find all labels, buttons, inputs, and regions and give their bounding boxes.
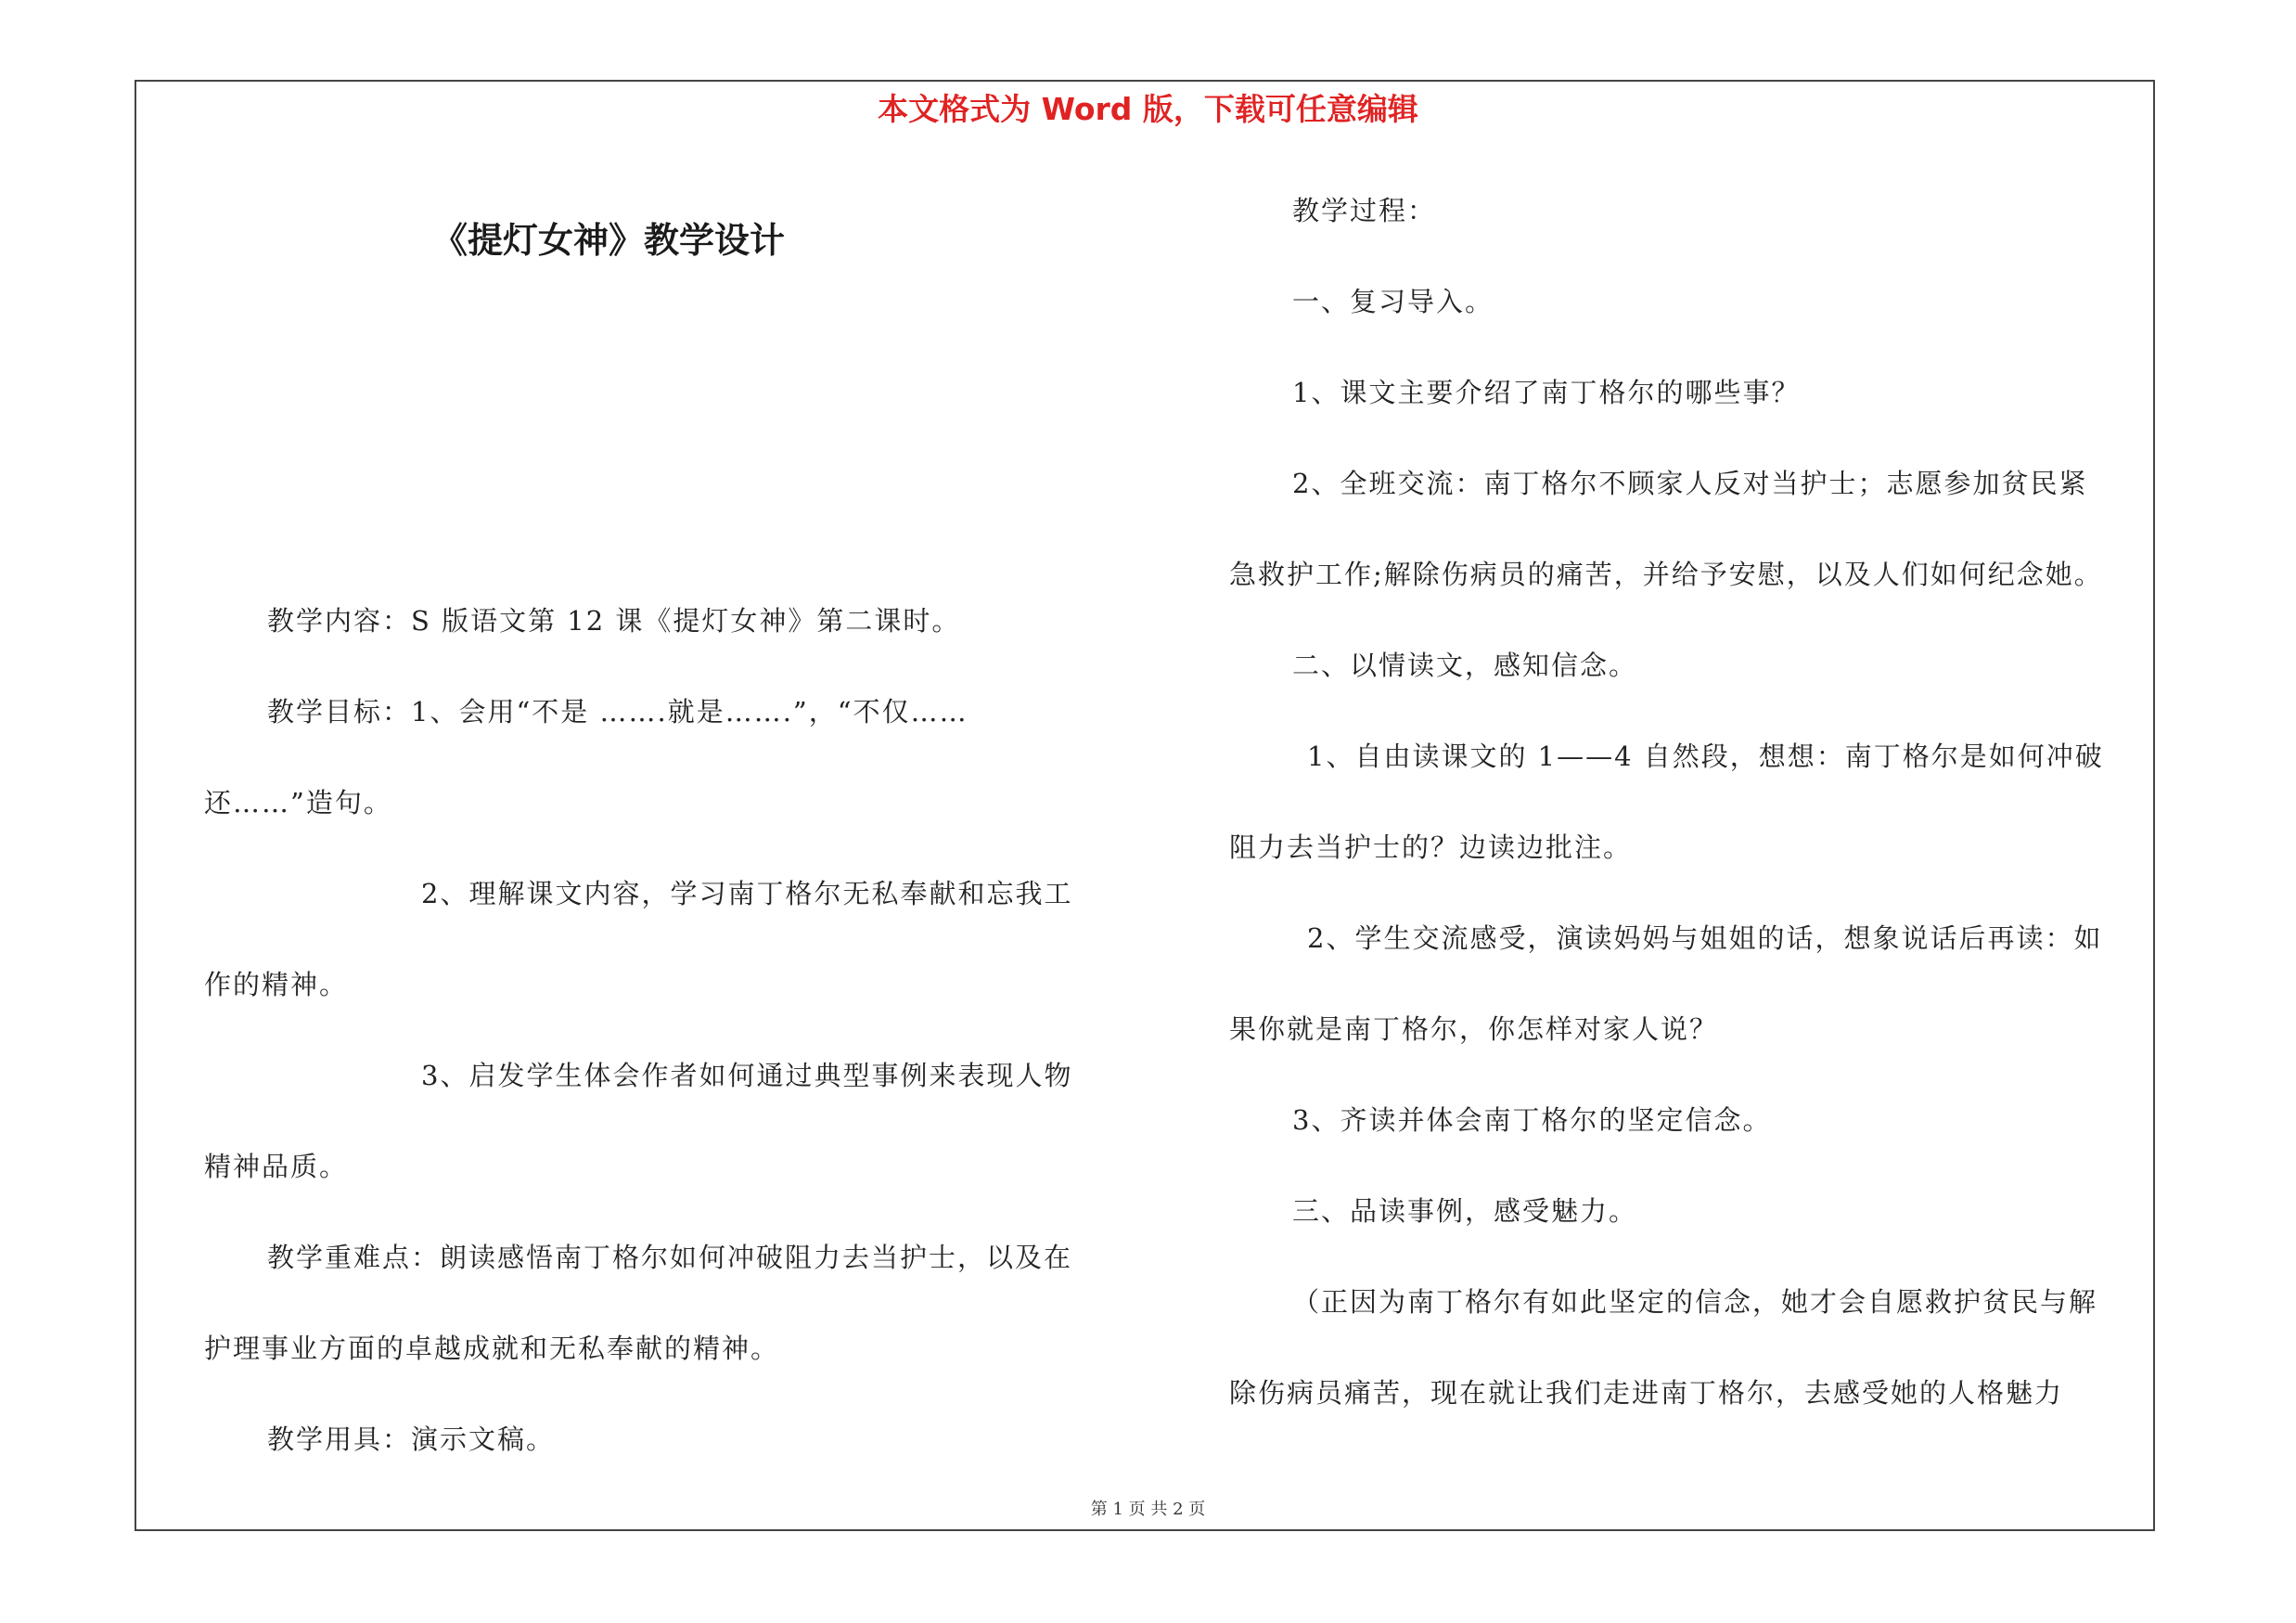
- text-line: 3、启发学生体会作者如何通过典型事例来表现人物: [421, 1060, 1073, 1091]
- text-line: 2、理解课文内容，学习南丁格尔无私奉献和忘我工: [421, 878, 1073, 909]
- text-line: 2、全班交流：南丁格尔不顾家人反对当护士；志愿参加贫民紧: [1292, 468, 2088, 499]
- text-line: 2、学生交流感受，演读妈妈与姐姐的话，想象说话后再读：如: [1307, 922, 2103, 954]
- text-line: 二、以情读文，感知信念。: [1292, 650, 1638, 681]
- text-line: 还……”造句。: [204, 787, 392, 818]
- text-line: 精神品质。: [204, 1151, 349, 1182]
- text-line: 果你就是南丁格尔，你怎样对家人说？: [1229, 1013, 1719, 1045]
- right-column: [1229, 165, 2104, 1438]
- text-line: 三、品读事例，感受魅力。: [1292, 1195, 1638, 1227]
- text-line: 教学内容：S 版语文第 12 课《提灯女神》第二课时。: [267, 605, 961, 637]
- format-banner: 本文格式为 Word 版，下载可任意编辑: [878, 91, 1418, 127]
- text-line: 3、齐读并体会南丁格尔的坚定信念。: [1292, 1104, 1772, 1136]
- text-line: 一、复习导入。: [1292, 286, 1494, 317]
- text-line: 护理事业方面的卓越成就和无私奉献的精神。: [204, 1333, 780, 1364]
- left-column: [204, 575, 1072, 1485]
- text-line: 1、自由读课文的 1——4 自然段，想想：南丁格尔是如何冲破: [1307, 741, 2104, 772]
- page-footer: 第 1 页 共 2 页: [1090, 1500, 1206, 1519]
- text-line: 教学过程：: [1292, 195, 1437, 226]
- text-line: （正因为南丁格尔有如此坚定的信念，她才会自愿救护贫民与解: [1292, 1286, 2098, 1318]
- text-line: 阻力去当护士的？边读边批注。: [1229, 831, 1633, 863]
- text-line: 教学用具：演示文稿。: [267, 1423, 556, 1455]
- text-line: 教学目标：1、会用“不是 …….就是…….”，“不仅……: [267, 696, 968, 728]
- document-title: 《提灯女神》教学设计: [432, 219, 786, 261]
- text-line: 急救护工作;解除伤病员的痛苦，并给予安慰，以及人们如何纪念她。: [1229, 559, 2103, 590]
- text-line: 作的精神。: [204, 969, 349, 1000]
- text-line: 除伤病员痛苦，现在就让我们走进南丁格尔，去感受她的人格魅力: [1229, 1377, 2064, 1409]
- text-line: 教学重难点：朗读感悟南丁格尔如何冲破阻力去当护士，以及在: [267, 1242, 1073, 1273]
- text-line: 1、课文主要介绍了南丁格尔的哪些事？: [1292, 377, 1801, 408]
